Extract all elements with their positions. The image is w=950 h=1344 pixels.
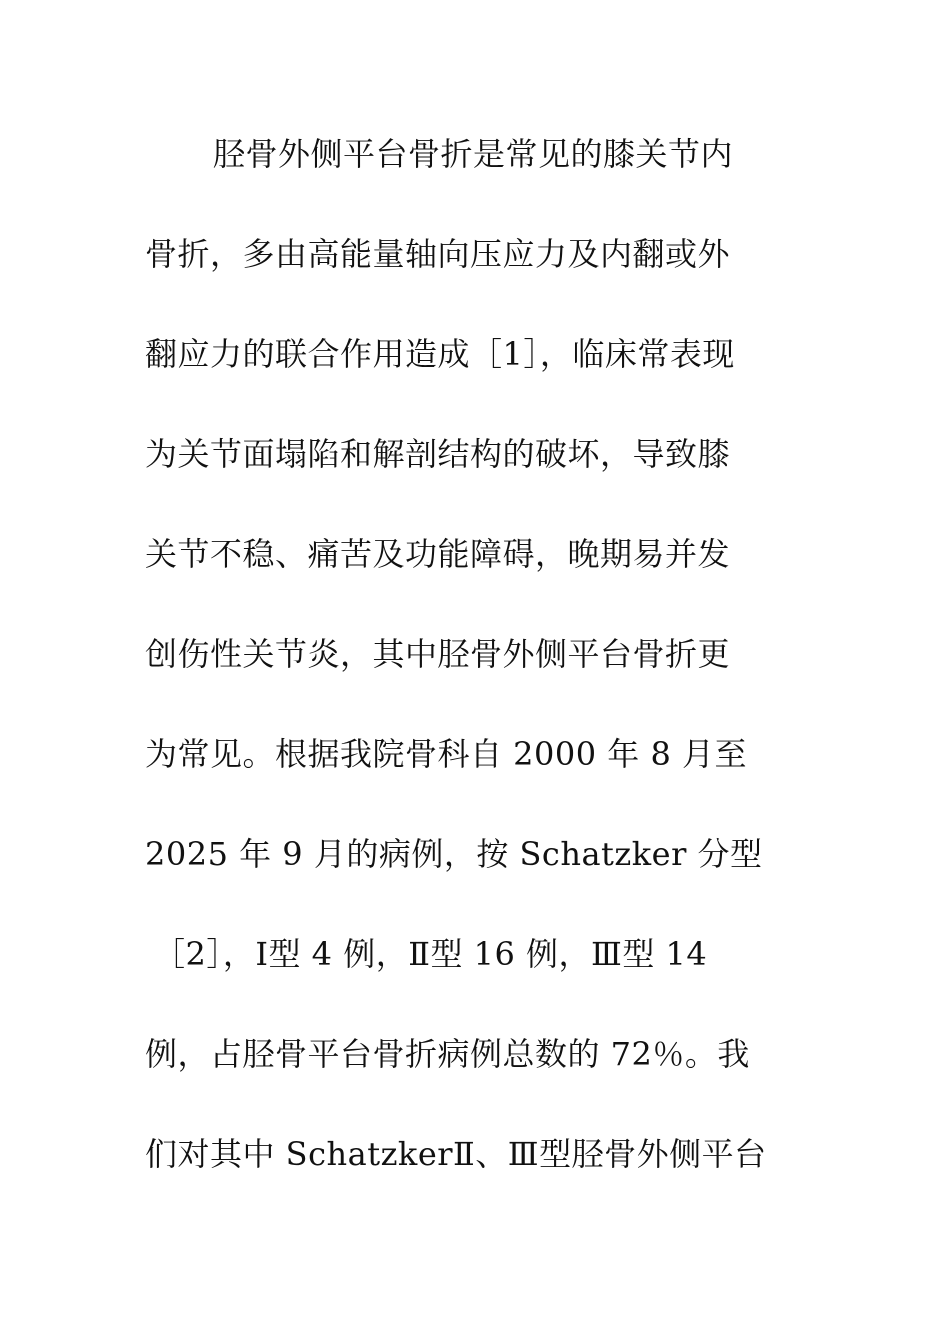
paragraph-line: 骨折，多由高能量轴向压应力及内翻或外 (145, 235, 731, 273)
paragraph-line: ［2］，Ⅰ型 4 例，Ⅱ型 16 例，Ⅲ型 14 (153, 935, 708, 973)
body-paragraph (145, 128, 825, 1228)
paragraph-line: 2025 年 9 月的病例，按 Schatzker 分型 (145, 835, 763, 873)
paragraph-line: 们对其中 SchatzkerⅡ、Ⅲ型胫骨外侧平台 (145, 1135, 767, 1173)
paragraph-line: 为常见。根据我院骨科自 2000 年 8 月至 (145, 735, 747, 773)
paragraph-line: 胫骨外侧平台骨折是常见的膝关节内 (213, 135, 734, 173)
paragraph-line: 例，占胫骨平台骨折病例总数的 72％。我 (145, 1035, 750, 1073)
paragraph-line: 为关节面塌陷和解剖结构的破坏，导致膝 (145, 435, 731, 473)
paragraph-line: 翻应力的联合作用造成［1］，临床常表现 (145, 335, 735, 373)
paragraph-line: 关节不稳、痛苦及功能障碍，晚期易并发 (145, 535, 731, 573)
paragraph-line: 创伤性关节炎，其中胫骨外侧平台骨折更 (145, 635, 731, 673)
